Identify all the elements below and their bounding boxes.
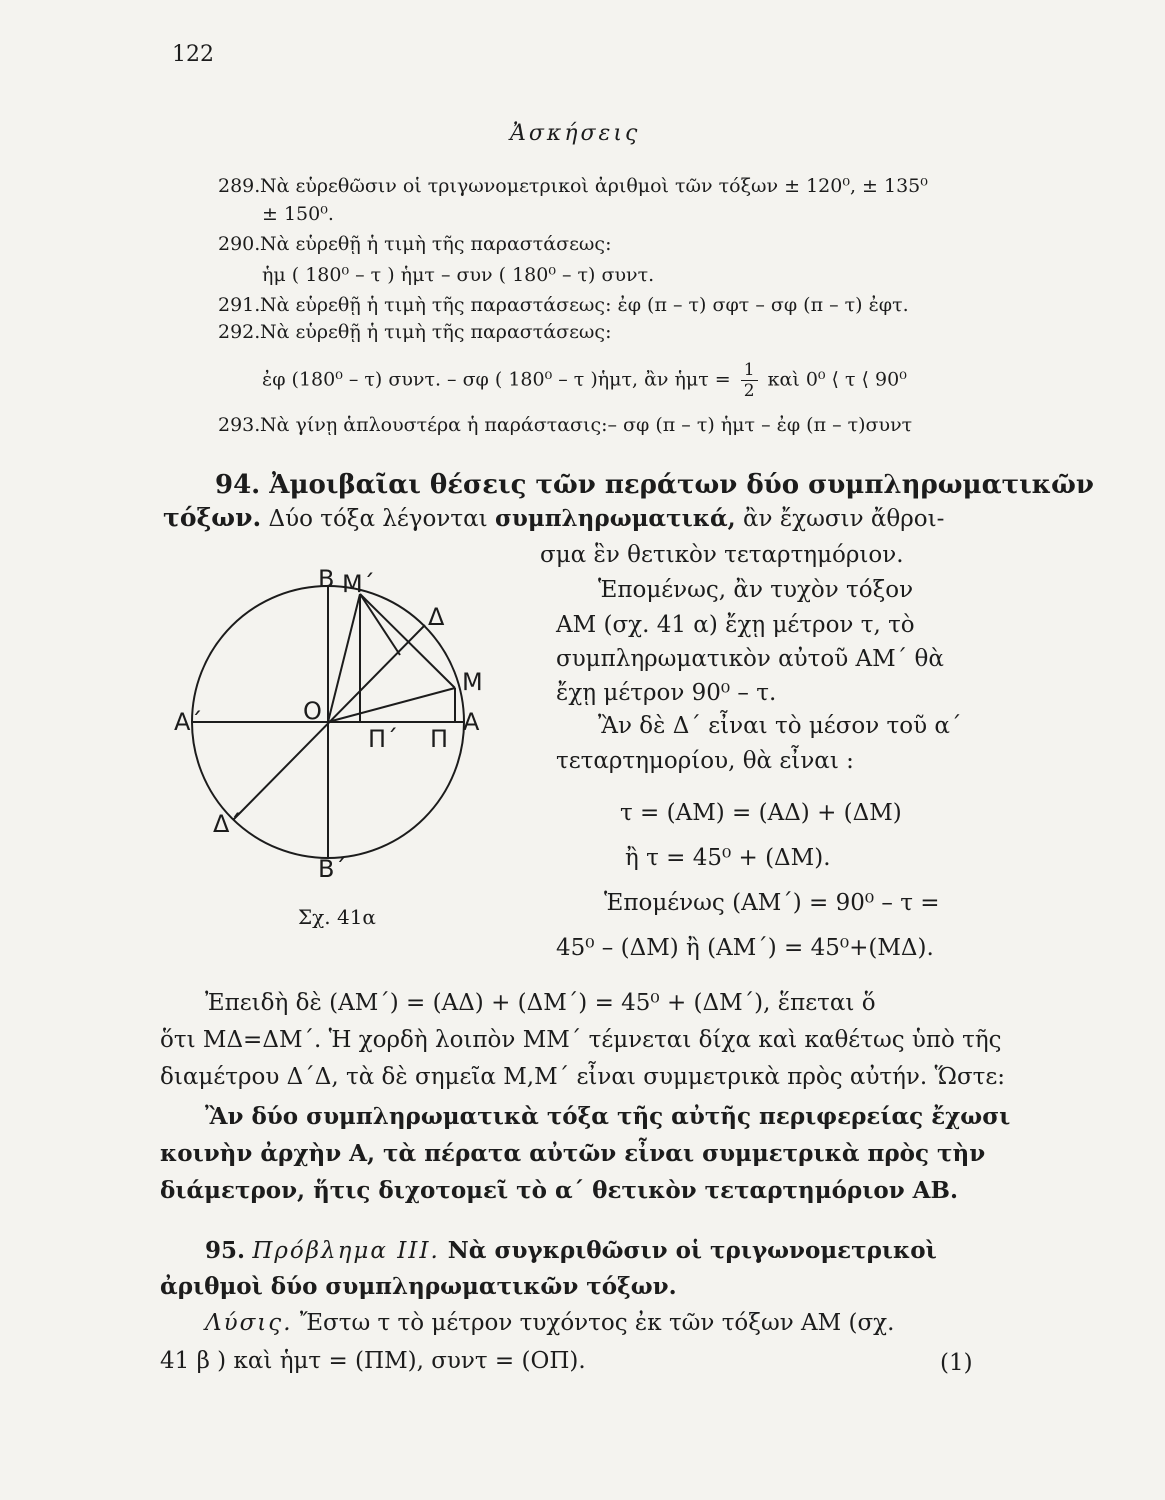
equation-1: τ = (ΑΜ) = (ΑΔ) + (ΔΜ)	[620, 800, 902, 826]
section-94-line2	[163, 503, 944, 532]
exercise-number: 290.	[218, 233, 261, 255]
text-line: ὅτι ΜΔ=ΔΜ΄. Ἡ χορδὴ λοιπὸν ΜΜ΄ τέμνεται δίχα καὶ καθέτως ὑπὸ τῆς	[160, 1027, 1002, 1053]
exercise-number: 293.	[218, 414, 261, 436]
text-line: ΑΜ (σχ. 41 α) ἔχῃ μέτρον τ, τὸ	[556, 612, 915, 638]
text-line: ἔχῃ μέτρον 90⁰ – τ.	[556, 680, 777, 706]
expression-part: ἐφ (180⁰ – τ) συντ. – σφ ( 180⁰ – τ )ἡμτ, ἂν ἡμτ =	[262, 368, 737, 391]
equation-2: ἢ τ = 45⁰ + (ΔΜ).	[625, 845, 831, 871]
section-title: Ἀμοιβαῖαι θέσεις τῶν περάτων δύο συμπληρωματικῶν	[260, 470, 1094, 500]
theorem-line: κοινὴν ἀρχὴν Α, τὰ πέρατα αὐτῶν εἶναι συμμετρικὰ πρὸς τὴν	[160, 1140, 986, 1167]
section-95-title	[205, 1237, 937, 1264]
fraction	[741, 360, 758, 401]
label-Pi: Π	[430, 725, 449, 753]
text-line: Ἐπειδὴ δὲ (ΑΜ΄) = (ΑΔ) + (ΔΜ΄) = 45⁰ + (ΔΜ΄), ἕπεται ὅ	[205, 990, 876, 1016]
exercise-290-cont: ἡμ ( 180⁰ – τ ) ἡμτ – συν ( 180⁰ – τ) συντ.	[262, 264, 655, 286]
exercise-text: Νὰ εὑρεθῇ ἡ τιμὴ τῆς παραστάσεως:	[260, 233, 612, 255]
exercise-text: Νὰ εὑρεθῇ ἡ τιμὴ τῆς παραστάσεως: ἐφ (π – τ) σφτ – σφ (π – τ) ἐφτ.	[260, 294, 909, 316]
expression-part: καὶ 0⁰ ⟨ τ ⟨ 90⁰	[761, 368, 907, 391]
section-title-end: τόξων.	[163, 503, 262, 532]
exercise-text: Νὰ εὑρεθῇ ἡ τιμὴ τῆς παραστάσεως:	[260, 321, 612, 343]
exercise-number: 292.	[218, 321, 261, 343]
exercise-289-cont: ± 150⁰.	[262, 203, 334, 225]
equation-number: (1)	[940, 1350, 973, 1376]
exercise-292-cont	[262, 360, 907, 401]
section-number: 94.	[215, 470, 261, 500]
solution-label: Λύσις.	[205, 1310, 293, 1336]
exercise-number: 291.	[218, 294, 261, 316]
definition-text: ἂν ἔχωσιν ἄθροι-	[735, 506, 945, 532]
exercise-291	[218, 294, 909, 316]
text-line: σμα ἓν θετικὸν τεταρτημόριον.	[540, 542, 904, 568]
label-M: Μ	[462, 668, 483, 696]
fraction-numerator: 1	[741, 360, 758, 381]
section-94-title	[215, 470, 1094, 500]
exercise-text: Νὰ εὑρεθῶσιν οἱ τριγωνομετρικοὶ ἀριθμοὶ τῶν τόξων ± 120⁰, ± 135⁰	[260, 175, 928, 197]
label-B-prime: Β΄	[318, 855, 347, 883]
section-title: Νὰ συγκριθῶσιν οἱ τριγωνομετρικοὶ	[439, 1237, 937, 1264]
equation-3: Ἑπομένως (ΑΜ΄) = 90⁰ – τ =	[604, 890, 940, 916]
definition-text: Δύο τόξα λέγονται	[261, 506, 495, 532]
label-Delta-prime: Δ΄	[213, 810, 242, 838]
label-M-prime: Μ΄	[342, 570, 375, 598]
theorem-line: διάμετρον, ἥτις διχοτομεῖ τὸ α΄ θετικὸν τεταρτημόριον ΑΒ.	[160, 1177, 958, 1204]
solution-last-line: 41 β ) καὶ ἡμτ = (ΠΜ), συντ = (ΟΠ).	[160, 1348, 586, 1374]
exercise-number: 289.	[218, 175, 261, 197]
exercise-290	[218, 233, 611, 255]
problem-label: Πρόβλημα ΙΙΙ.	[252, 1238, 440, 1264]
label-O: Ο	[303, 697, 322, 725]
equation-4: 45⁰ – (ΔΜ) ἢ (ΑΜ΄) = 45⁰+(ΜΔ).	[556, 935, 934, 961]
label-Pi-prime: Π΄	[368, 725, 399, 753]
exercise-293	[218, 414, 912, 436]
section-95-title-cont: ἀριθμοὶ δύο συμπληρωματικῶν τόξων.	[160, 1273, 677, 1300]
figure-41a	[160, 555, 500, 895]
theorem-line: Ἂν δύο συμπληρωματικὰ τόξα τῆς αὐτῆς περιφερείας ἔχωσι	[205, 1103, 1011, 1130]
page-number: 122	[172, 42, 214, 67]
exercise-text: Νὰ γίνῃ ἁπλουστέρα ἡ παράστασις:– σφ (π – τ) ἡμτ – ἐφ (π – τ)συντ	[260, 414, 913, 436]
label-A-prime: Α΄	[174, 708, 203, 736]
text-line: Ἂν δὲ Δ΄ εἶναι τὸ μέσον τοῦ α΄	[598, 713, 962, 739]
label-B: Β	[318, 565, 335, 593]
text-line: Ἑπομένως, ἂν τυχὸν τόξον	[598, 577, 914, 603]
exercise-289	[218, 175, 928, 197]
fraction-denominator: 2	[743, 381, 755, 401]
figure-caption: Σχ. 41α	[298, 905, 376, 929]
exercise-292	[218, 321, 611, 343]
label-A: Α	[463, 708, 480, 736]
text-line: συμπληρωματικὸν αὐτοῦ ΑΜ΄ θὰ	[556, 646, 944, 672]
defined-term: συμπληρωματικά,	[494, 505, 736, 532]
solution-line	[205, 1310, 894, 1336]
section-number: 95.	[205, 1237, 246, 1264]
text-line: τεταρτημορίου, θὰ εἶναι :	[556, 748, 854, 774]
radius-om-prime	[328, 594, 360, 722]
exercises-heading: Ἀσκήσεις	[510, 121, 641, 146]
solution-text: Ἔστω τ τὸ μέτρον τυχόντος ἐκ τῶν τόξων ΑΜ (σχ.	[292, 1310, 895, 1336]
label-Delta: Δ	[428, 603, 445, 631]
text-line: διαμέτρου Δ΄Δ, τὰ δὲ σημεῖα Μ,Μ΄ εἶναι συμμετρικὰ πρὸς αὐτήν. Ὥστε:	[160, 1064, 1006, 1090]
